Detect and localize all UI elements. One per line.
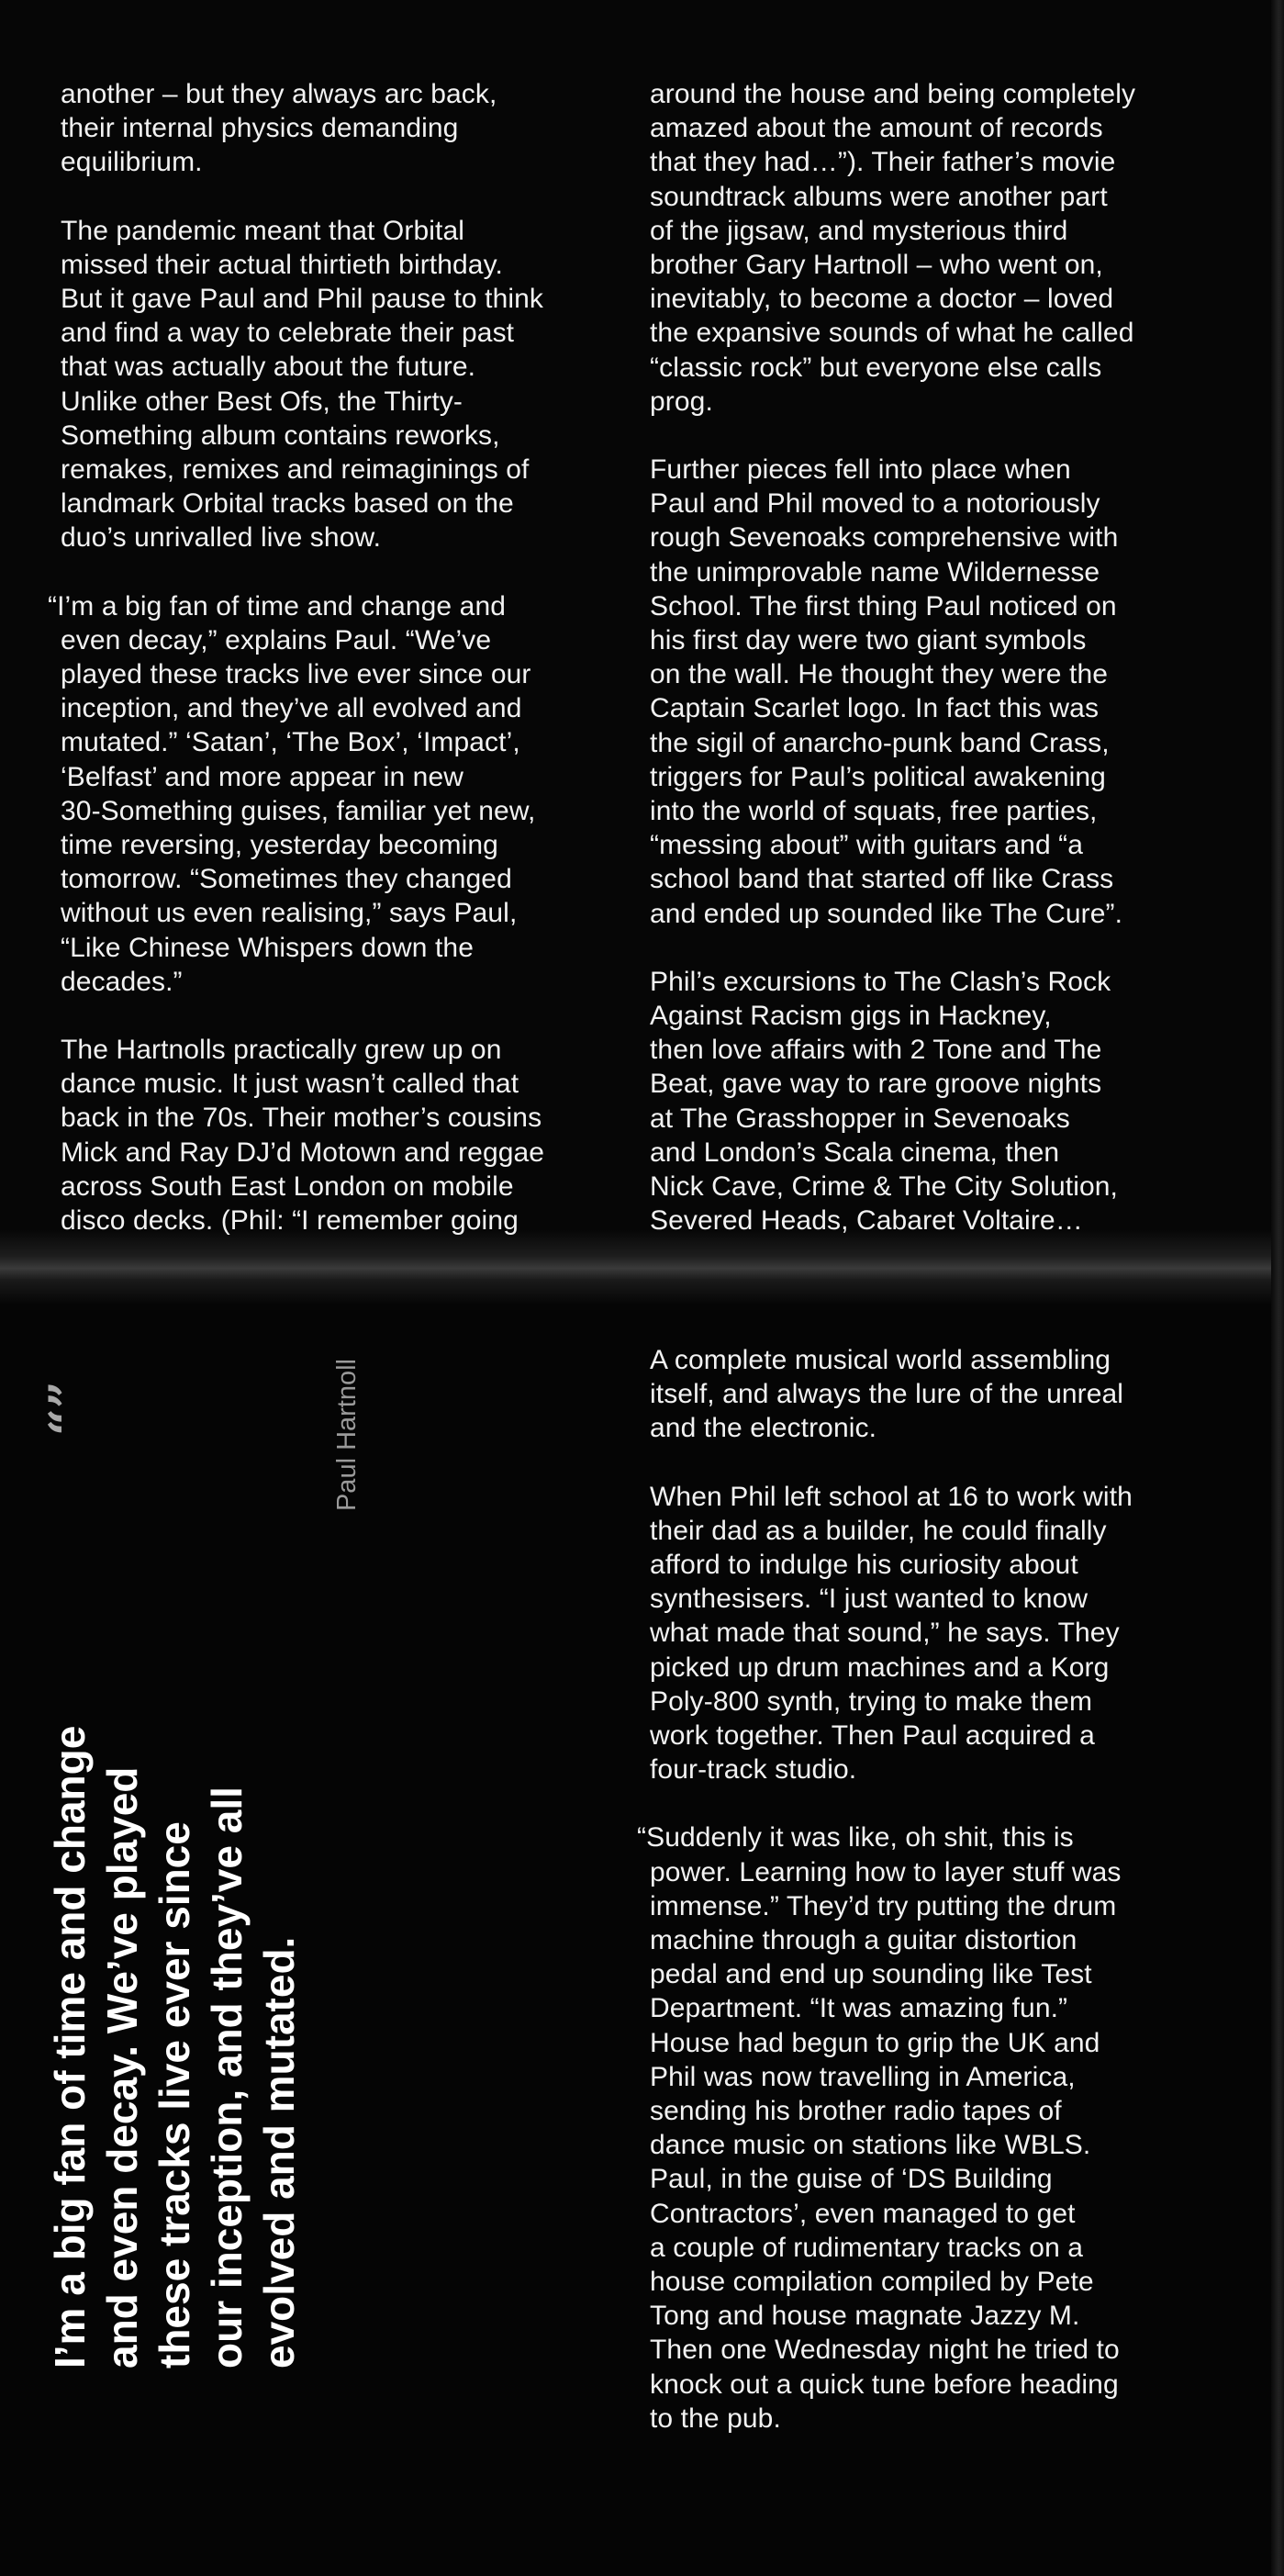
- article-column-right-top: [650, 77, 1234, 1272]
- quote-mark-icon: “”: [39, 1381, 95, 1436]
- paragraph: A complete musical world assembling itself, and always the lure of the unreal and the electronic.: [650, 1345, 1124, 1444]
- pull-quote: [39, 1322, 393, 2369]
- paragraph: The Hartnolls practically grew up on dance music. It just wasn’t called that back in the 70s. Their mother’s cousins Mick and Ray DJ’d Motown and reggae across South East London on mobile disco decks. (Phil: “I remember going: [61, 1035, 545, 1237]
- paragraph: When Phil left school at 16 to work with their dad as a builder, he could finally afford to indulge his curiosity about synthesisers. “I just wanted to know what made that sound,” he says. They picked up drum machines and a Korg Poly-800 synth, trying to make them work together. Then Paul acquired a four-track studio.: [650, 1481, 1133, 1786]
- pull-quote-text: I’m a big fan of time and change and even decay. We’ve played these tracks live ever since our inception, and they’ve all evolved and mutated.: [46, 1725, 303, 2369]
- article-column-right-bottom: [637, 1343, 1234, 2470]
- page-edge: [1271, 0, 1284, 2576]
- article-column-left: [48, 77, 630, 1271]
- paragraph: Phil’s excursions to The Clash’s Rock Against Racism gigs in Hackney, then love affairs with 2 Tone and The Beat, gave way to rare groove nights at The Grasshopper in Sevenoaks and London’s Scala cinema, then Nick Cave, Crime & The City Solution, Severed Heads, Cabaret Voltaire…: [650, 966, 1118, 1237]
- paragraph: The pandemic meant that Orbital missed their actual thirtieth birthday. But it gave Paul and Phil pause to think and find a way to celebrate their past that was actually about the future. Unlike other Best Ofs, the Thirty- Something album contains reworks, remakes, remixes and reimaginings of landmark Orbital tracks based on the duo’s unrivalled live show.: [61, 215, 544, 554]
- paragraph: around the house and being completely amazed about the amount of records that they had…”). Their father’s movie soundtrack albums were another part of the jigsaw, and mysterious third brother Gary Hartnoll – who went on, inevitably, to become a doctor – loved the expansive sounds of what he called “classic rock” but everyone else calls prog.: [650, 79, 1136, 417]
- paragraph: Further pieces fell into place when Paul and Phil moved to a notoriously rough Sevenoaks comprehensive with the unimprovable name Wildernesse School. The first thing Paul noticed on his first day were two giant symbols on the wall. He thought they were the Captain Scarlet logo. In fact this was the sigil of anarcho-punk band Crass, triggers for Paul’s political awakening into the world of squats, free parties, “messing about” with guitars and “a school band that started off like Crass and ended up sounded like The Cure”.: [650, 454, 1123, 929]
- paragraph: “Suddenly it was like, oh shit, this is power. Learning how to layer stuff was immense.” They’d try putting the drum machine through a guitar distortion pedal and end up sounding like Test Department. “It was amazing fun.” House had begun to grip the UK and Phil was now travelling in America, sending his brother radio tapes of dance music on stations like WBLS. Paul, in the guise of ‘DS Building Contractors’, even managed to get a couple of rudimentary tracks on a house compilation compiled by Pete Tong and house magnate Jazzy M. Then one Wednesday night he tried to knock out a quick tune before heading to the pub.: [637, 1822, 1122, 2434]
- pull-quote-credit: Paul Hartnoll: [332, 1359, 362, 1512]
- paragraph: another – but they always arc back, their internal physics demanding equilibrium.: [61, 79, 497, 178]
- paragraph: “I’m a big fan of time and change and even decay,” explains Paul. “We’ve played these tracks live ever since our inception, and they’ve all evolved and mutated.” ‘Satan’, ‘The Box’, ‘Impact’, ‘Belfast’ and more appear in new 30-Something guises, familiar yet new, time reversing, yesterday becoming tomorrow. “Sometimes they changed without us even realising,” says Paul, “Like Chinese Whispers down the decades.”: [48, 590, 536, 997]
